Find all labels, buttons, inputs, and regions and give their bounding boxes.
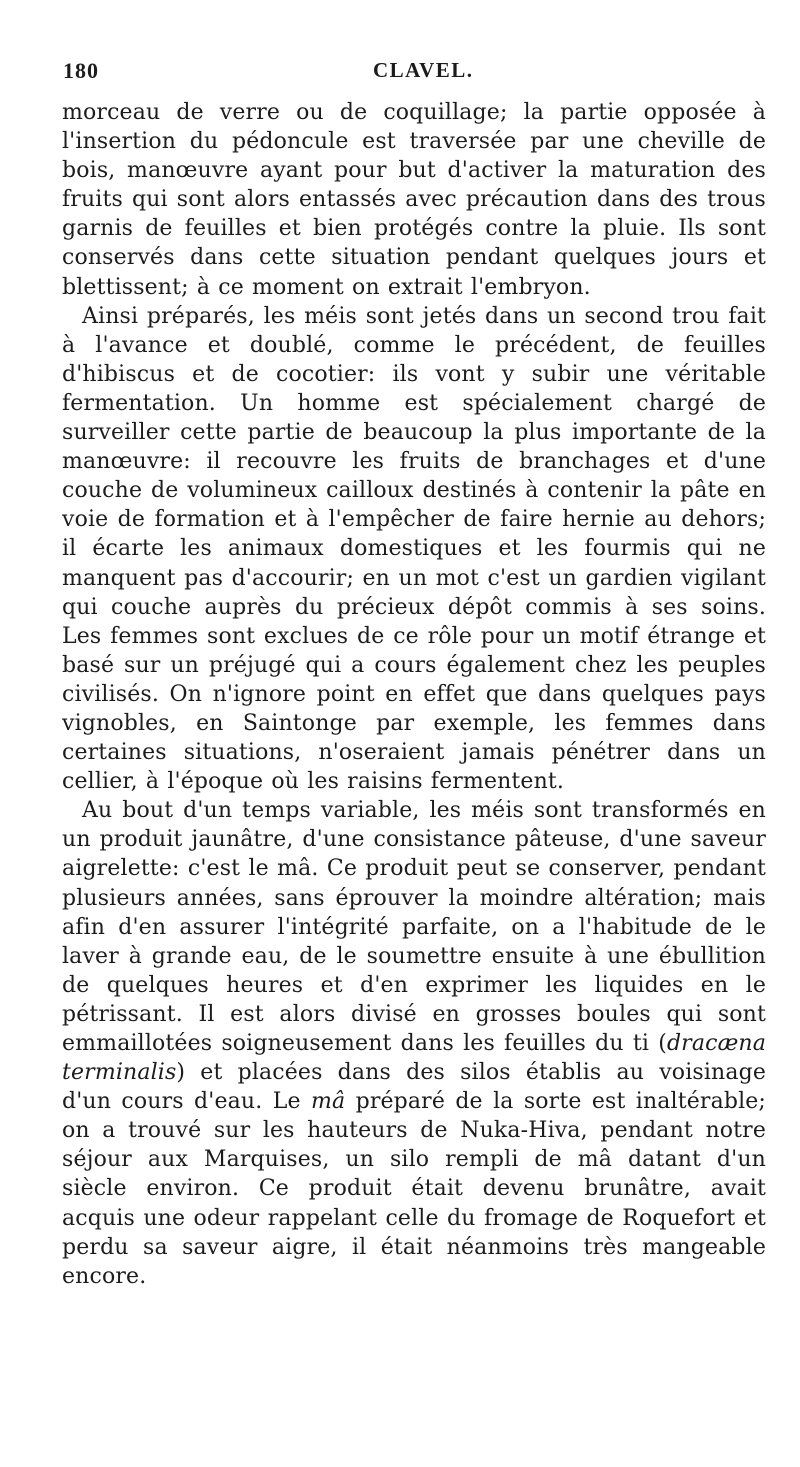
body-text [62,98,766,1291]
page-number: 180 [63,58,99,83]
paragraph-text: morceau de verre ou de coquillage; la partie opposée à l'insertion du pédoncule est traversée par une cheville de bois, manœuvre ayant pour but d'activer la maturation des fruits qui sont alors entassés avec précaution dans des trous garnis de feuilles et bien protégés contre la pluie. Ils sont conservés dans cette situation pendant quelques jours et blettissent; à ce moment on extrait l'embryon. [62,100,766,300]
paragraph-text: Ainsi préparés, les méis sont jetés dans un second trou fait à l'avance et doublé, comme le précédent, de feuilles d'hibiscus et de cocotier: ils vont y subir une véritable fermentation. Un homme est spécialement chargé de surveiller cette partie de beaucoup la plus importante de la manœuvre: il recouvre les fruits de branchages et d'une couche de volumineux cailloux destinés à contenir la pâte en voie de formation et à l'empêcher de faire hernie au dehors; il écarte les animaux domestiques et les fourmis qui ne manquent pas d'accourir; en un mot c'est un gardien vigilant qui couche auprès du précieux dépôt commis à ses soins. Les femmes sont exclues de ce rôle pour un motif étrange et basé sur un préjugé qui a cours également chez les peuples civilisés. On n'ignore point en effet que dans quelques pays vignobles, en Saintonge par exemple, les femmes dans certaines situations, n'oseraient jamais pénétrer dans un cellier, à l'époque où les raisins fermentent. [62,303,766,795]
paragraph-1 [62,98,766,302]
paragraph-text: Au bout d'un temps variable, les méis sont transformés en un produit jaunâtre, d'une consistance pâteuse, d'une saveur aigrelette: c'est le mâ. Ce produit peut se conserver, pendant plusieurs années, sans éprouver la moindre altération; mais afin d'en assurer l'intégrité parfaite, on a l'habitude de le laver à grande eau, de le soumettre ensuite à une ébullition de quelques heures et d'en exprimer les liquides en le pétrissant. Il est alors divisé en grosses boules qui sont emmaillotées soigneusement dans les feuilles du ti ( [62,798,766,1056]
italic-species-name: dracæna terminalis [62,1031,766,1086]
paragraph-2 [62,302,766,797]
paragraph-text: préparé de la sorte est inaltérable; on a trouvé sur les hauteurs de Nuka-Hiva, pendant notre séjour aux Marquises, un silo rempli de mâ datant d'un siècle environ. Ce produit était devenu brunâtre, avait acquis une odeur rappelant celle du fromage de Roquefort et perdu sa saveur aigre, il était néanmoins très mangeable encore. [62,1089,766,1289]
running-title: CLAVEL. [373,58,474,82]
paragraph-text: ) et placées dans des silos établis au voisinage d'un cours d'eau. Le [62,1060,766,1115]
running-head [63,58,763,90]
italic-term: mâ [310,1089,346,1115]
paragraph-3 [62,796,766,1291]
